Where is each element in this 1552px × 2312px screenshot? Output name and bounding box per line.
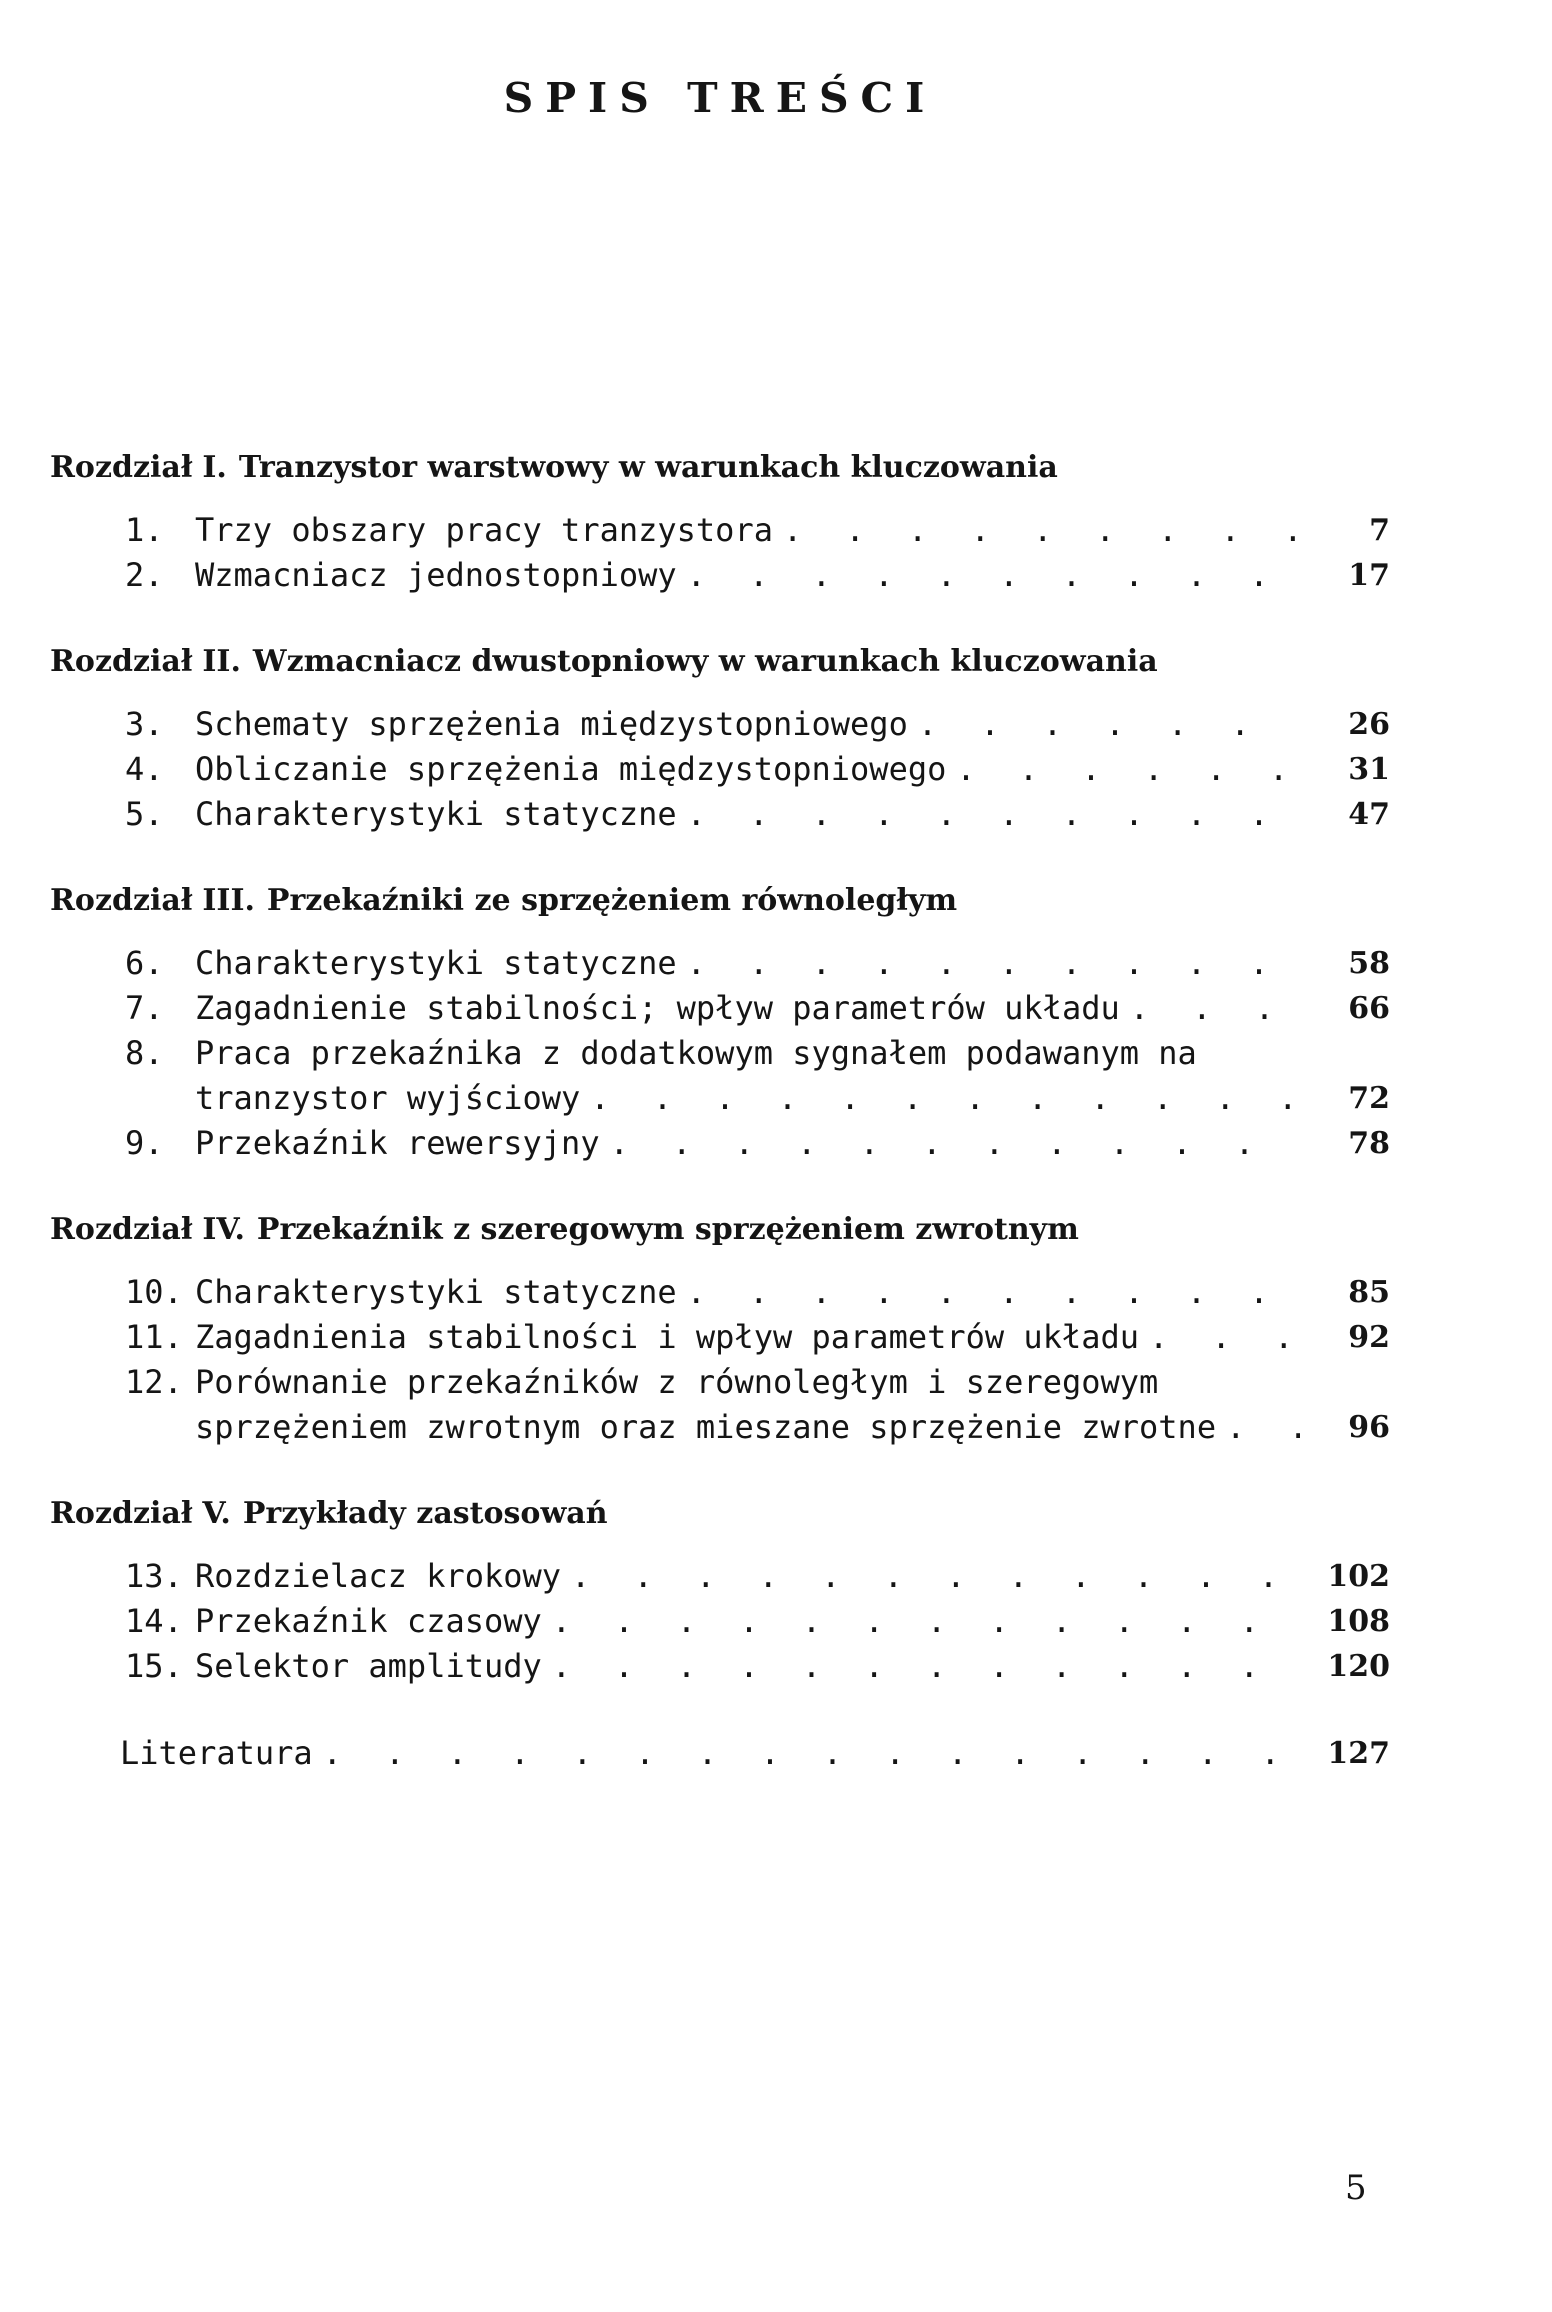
section-title-line: Rozdzielacz krokowy	[195, 1557, 562, 1595]
page-number: 5	[1345, 2168, 1367, 2208]
entry-text	[195, 1360, 1310, 1450]
entry-text	[195, 553, 1310, 598]
section-number: 5.	[125, 795, 164, 833]
toc-entry[interactable]	[50, 1121, 1390, 1166]
chapter-section	[50, 1208, 1390, 1450]
entry-text	[195, 792, 1310, 837]
entry-text	[195, 747, 1310, 792]
chapter-number: II.	[202, 644, 241, 679]
section-title-line: Porównanie przekaźników z równoległym i szeregowym	[195, 1363, 1159, 1401]
dot-leader	[783, 508, 1300, 553]
chapter-title: Przekaźniki ze sprzężeniem równoległym	[266, 883, 958, 918]
chapter-heading[interactable]	[50, 1208, 1390, 1252]
toc-entry[interactable]	[50, 941, 1390, 986]
dot-leader	[552, 1644, 1300, 1689]
entry-text	[195, 1031, 1310, 1121]
chapter-heading[interactable]	[50, 1492, 1390, 1536]
page-reference: 96	[1348, 1410, 1390, 1445]
toc-entry[interactable]	[50, 1315, 1390, 1360]
toc-entry[interactable]	[50, 792, 1390, 837]
chapter-heading[interactable]	[50, 446, 1390, 490]
section-number: 9.	[125, 1124, 164, 1162]
chapter-number: I.	[202, 450, 227, 485]
dot-leader	[687, 941, 1300, 986]
page-reference: 66	[1348, 991, 1390, 1026]
toc-entry[interactable]	[50, 553, 1390, 598]
toc-entry[interactable]	[50, 986, 1390, 1031]
toc-entry[interactable]	[50, 508, 1390, 553]
chapter-label: Rozdział	[50, 1212, 193, 1247]
dot-leader	[687, 792, 1300, 837]
toc-entry[interactable]	[50, 1599, 1390, 1644]
entry-text	[195, 702, 1310, 747]
dot-leader	[1149, 1315, 1300, 1360]
section-number: 6.	[125, 944, 164, 982]
dot-leader	[610, 1121, 1300, 1166]
chapter-heading[interactable]	[50, 640, 1390, 684]
chapter-heading[interactable]	[50, 879, 1390, 923]
chapter-title: Tranzystor warstwowy w warunkach kluczowania	[238, 450, 1058, 485]
section-number: 8.	[125, 1034, 164, 1072]
section-title-line: Charakterystyki statyczne	[195, 795, 677, 833]
dot-leader	[687, 1270, 1300, 1315]
chapter-section	[50, 1492, 1390, 1689]
toc-entry[interactable]	[50, 747, 1390, 792]
section-title-line: Obliczanie sprzężenia międzystopniowego	[195, 750, 947, 788]
section-title-line: sprzężeniem zwrotnym oraz mieszane sprzężenie zwrotne	[195, 1408, 1217, 1446]
entry-text	[195, 1644, 1310, 1689]
section-title-line: Charakterystyki statyczne	[195, 1273, 677, 1311]
entry-text	[195, 1315, 1310, 1360]
section-number: 3.	[125, 705, 164, 743]
section-number: 14.	[125, 1602, 183, 1640]
page-reference: 58	[1348, 946, 1390, 981]
toc-entry[interactable]	[50, 1554, 1390, 1599]
entry-text	[195, 1599, 1310, 1644]
chapter-label: Rozdział	[50, 450, 193, 485]
section-title-line: Zagadnienia stabilności i wpływ parametrów układu	[195, 1318, 1140, 1356]
dot-leader	[918, 702, 1300, 747]
section-title-line: tranzystor wyjściowy	[195, 1079, 581, 1117]
page-reference: 7	[1369, 513, 1390, 548]
page-reference: 85	[1348, 1275, 1390, 1310]
toc-entry[interactable]	[50, 1270, 1390, 1315]
section-number: 13.	[125, 1557, 183, 1595]
entry-text	[50, 1731, 1310, 1776]
page-reference: 78	[1348, 1126, 1390, 1161]
page-reference: 92	[1348, 1320, 1390, 1355]
dot-leader	[323, 1731, 1300, 1776]
section-number: 11.	[125, 1318, 183, 1356]
chapter-title: Przykłady zastosowań	[242, 1496, 608, 1531]
section-number: 4.	[125, 750, 164, 788]
section-number: 10.	[125, 1273, 183, 1311]
page-reference: 127	[1327, 1736, 1390, 1771]
literature-entry[interactable]	[50, 1731, 1390, 1776]
section-title-line: Literatura	[120, 1734, 313, 1772]
section-title-line: Przekaźnik rewersyjny	[195, 1124, 600, 1162]
dot-leader	[571, 1554, 1300, 1599]
chapter-section	[50, 879, 1390, 1166]
section-title-line: Schematy sprzężenia międzystopniowego	[195, 705, 908, 743]
page-reference: 26	[1348, 707, 1390, 742]
page-reference: 102	[1327, 1559, 1390, 1594]
dot-leader	[590, 1076, 1300, 1121]
chapter-section	[50, 446, 1390, 598]
table-of-contents	[50, 446, 1390, 1776]
chapter-number: IV.	[202, 1212, 245, 1247]
section-number: 12.	[125, 1363, 183, 1401]
page-reference: 120	[1327, 1649, 1390, 1684]
chapter-title: Wzmacniacz dwustopniowy w warunkach kluczowania	[252, 644, 1158, 679]
entry-text	[195, 1270, 1310, 1315]
section-title-line: Charakterystyki statyczne	[195, 944, 677, 982]
chapter-number: V.	[202, 1496, 231, 1531]
toc-entry[interactable]	[50, 1360, 1390, 1450]
chapter-number: III.	[202, 883, 255, 918]
section-title-line: Praca przekaźnika z dodatkowym sygnałem podawanym na	[195, 1034, 1197, 1072]
page-reference: 47	[1348, 797, 1390, 832]
page-reference: 72	[1348, 1081, 1390, 1116]
page-reference: 17	[1348, 558, 1390, 593]
chapter-label: Rozdział	[50, 644, 193, 679]
section-number: 2.	[125, 556, 164, 594]
section-title-line: Selektor amplitudy	[195, 1647, 542, 1685]
section-title-line: Trzy obszary pracy tranzystora	[195, 511, 773, 549]
entry-text	[195, 986, 1310, 1031]
entry-text	[195, 508, 1310, 553]
section-number: 15.	[125, 1647, 183, 1685]
toc-entry[interactable]	[50, 702, 1390, 747]
toc-entry[interactable]	[50, 1031, 1390, 1121]
chapter-title: Przekaźnik z szeregowym sprzężeniem zwrotnym	[256, 1212, 1079, 1247]
toc-entry[interactable]	[50, 1644, 1390, 1689]
dot-leader	[687, 553, 1300, 598]
entry-text	[195, 941, 1310, 986]
section-number: 1.	[125, 511, 164, 549]
section-title-line: Przekaźnik czasowy	[195, 1602, 542, 1640]
entry-text	[195, 1121, 1310, 1166]
chapter-section	[50, 640, 1390, 837]
page-title: SPIS TREŚCI	[503, 74, 937, 122]
dot-leader	[552, 1599, 1300, 1644]
section-title-line: Zagadnienie stabilności; wpływ parametrów układu	[195, 989, 1120, 1027]
entry-text	[195, 1554, 1310, 1599]
dot-leader	[1130, 986, 1300, 1031]
dot-leader	[1226, 1405, 1300, 1450]
page-reference: 108	[1327, 1604, 1390, 1639]
chapter-label: Rozdział	[50, 883, 193, 918]
chapter-label: Rozdział	[50, 1496, 193, 1531]
page-reference: 31	[1348, 752, 1390, 787]
section-number: 7.	[125, 989, 164, 1027]
section-title-line: Wzmacniacz jednostopniowy	[195, 556, 677, 594]
dot-leader	[956, 747, 1300, 792]
